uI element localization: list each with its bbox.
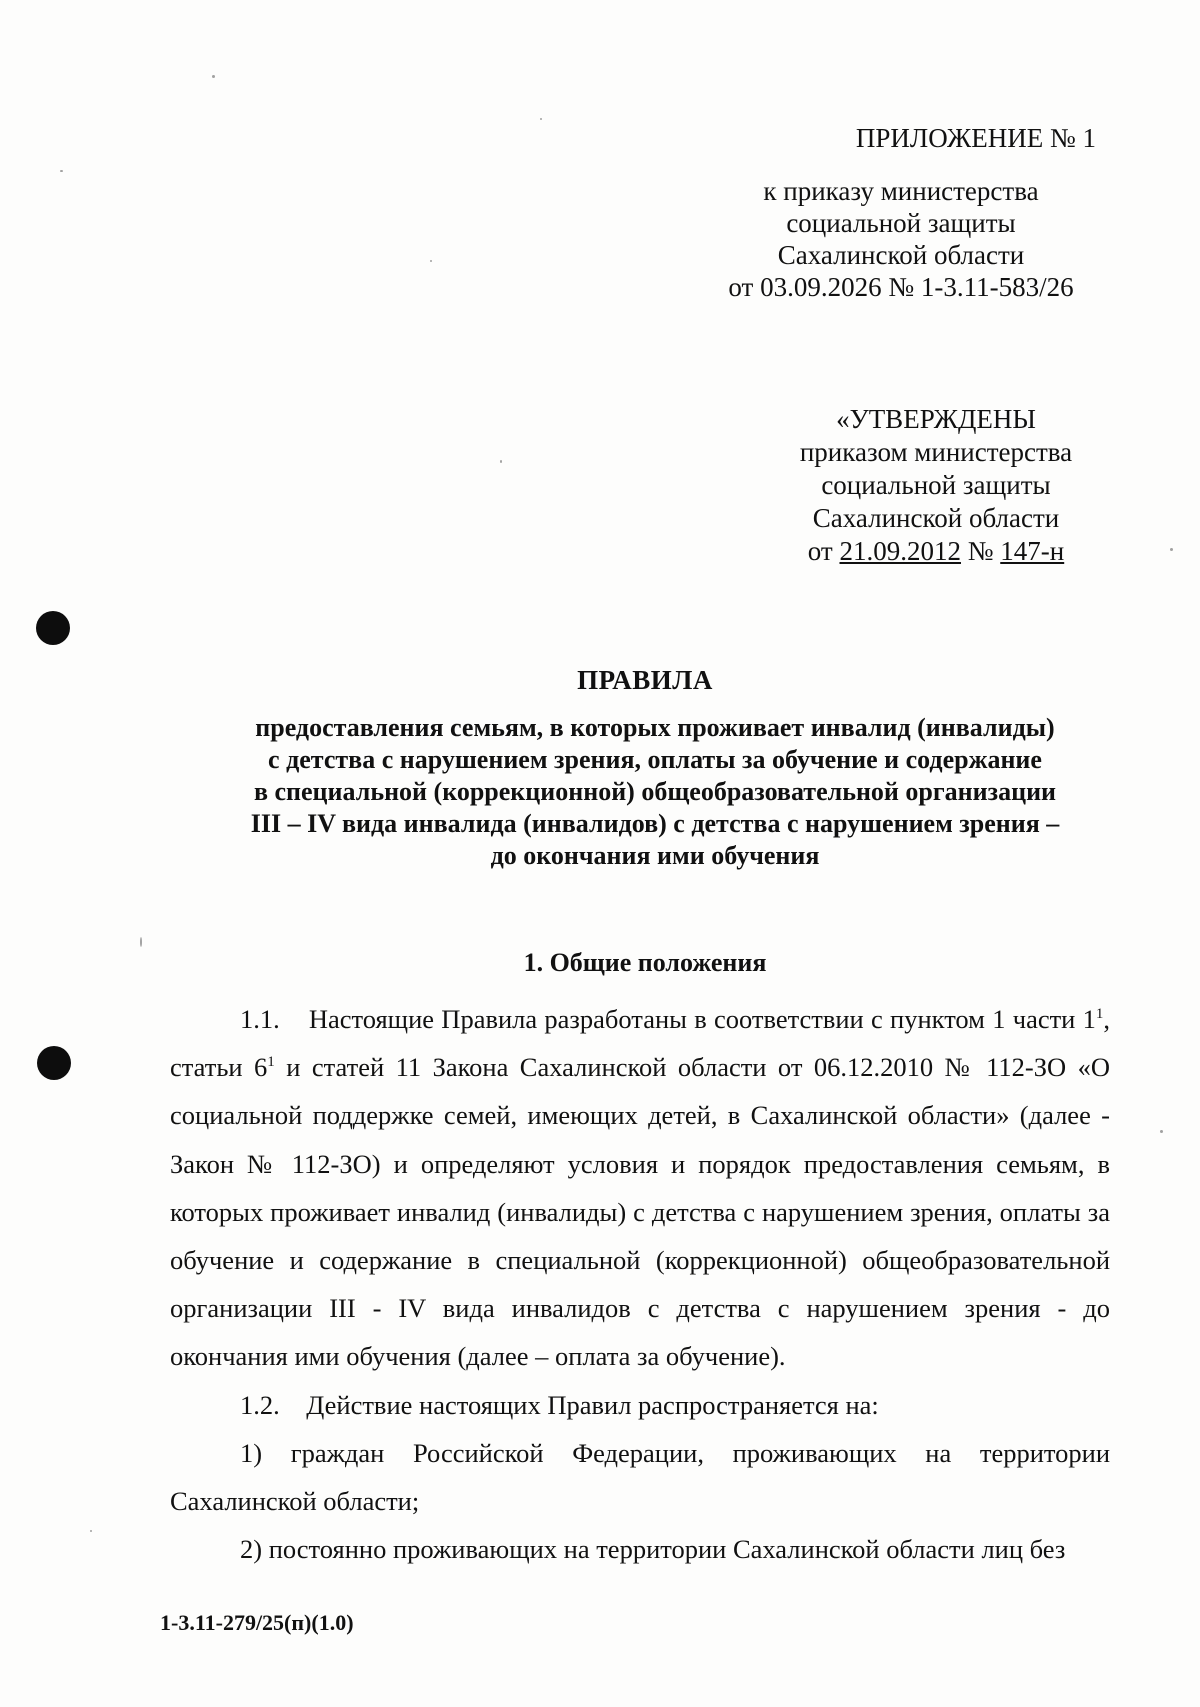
subtitle-line: в специальной (коррекционной) общеобразовательной организации (253, 777, 1057, 806)
superscript: 1 (267, 1054, 275, 1071)
scan-speck (60, 170, 63, 172)
approved-number: 147-н (1000, 536, 1065, 566)
appendix-line: Сахалинской области (777, 240, 1025, 270)
appendix-line: социальной защиты (786, 208, 1016, 238)
binder-hole-bottom (37, 1046, 71, 1080)
appendix-title: ПРИЛОЖЕНИЕ № 1 (855, 123, 1096, 153)
clause-text: , статьи 6 (170, 1004, 1111, 1083)
scan-speck (212, 75, 215, 78)
scan-speck (500, 460, 502, 463)
approved-prefix: от (807, 536, 840, 566)
approved-num-sign: № (960, 536, 1001, 566)
approved-line: «УТВЕРЖДЕНЫ (836, 404, 1036, 434)
subtitle-line: до окончания ими обучения (490, 841, 820, 870)
scan-speck (540, 118, 542, 120)
paragraph-1-2 (170, 1381, 1110, 1429)
appendix-line: к приказу министерства (763, 176, 1039, 206)
appendix-line: от 03.09.2026 № 1-3.11-583/26 (728, 272, 1074, 302)
section-body (170, 995, 1110, 1573)
list-item: 2) постоянно проживающих на территории Сахалинской области лиц без (240, 1534, 1066, 1565)
binder-hole-top (36, 611, 70, 645)
subtitle-line: III – IV вида инвалида (инвалидов) с детства с нарушением зрения – (250, 809, 1060, 838)
clause-text: и статей 11 Закона Сахалинской области от 06.12.2010 № 112-ЗО «О социальной поддержке семей, имеющих детей, в Сахалинской области» (далее - Закон № 112-ЗО) и определяют условия и порядок предоставления семьям, в которых проживает инвалид (инвалиды) с детства с нарушением зрения, оплаты за обучение и содержание в специальной (коррекционной) общеобразовательной организации III - IV вида инвалидов с детства с нарушением зрения - до окончания ими обучения (далее – оплата за обучение). (170, 1052, 1110, 1372)
subtitle-line: предоставления семьям, в которых проживает инвалид (инвалиды) (255, 713, 1055, 742)
section-heading: 1. Общие положения (523, 948, 767, 977)
document-code: 1-3.11-279/25(п)(1.0) (160, 1610, 354, 1635)
list-item: 1) граждан Российской Федерации, проживающих на территории Сахалинской области; (170, 1437, 1110, 1517)
document-subtitle (180, 712, 1130, 872)
approved-date-line (776, 535, 1096, 568)
clause-text: Настоящие Правила разработаны в соответствии с пунктом 1 части 1 (308, 1004, 1096, 1034)
clause-text: Действие настоящих Правил распространяется на: (306, 1389, 879, 1420)
scan-speck (90, 1530, 92, 1532)
approved-line: социальной защиты (821, 470, 1051, 500)
superscript: 1 (1095, 1006, 1104, 1023)
approved-line: приказом министерства (799, 437, 1073, 467)
document-title: ПРАВИЛА (577, 665, 713, 695)
approved-line: Сахалинской области (812, 503, 1060, 533)
clause-number: 1.2. (240, 1389, 280, 1420)
scan-speck (1160, 1130, 1163, 1133)
paragraph-1-1 (170, 995, 1110, 1381)
approved-block (776, 403, 1096, 568)
scan-speck (140, 937, 142, 947)
subtitle-line: с детства с нарушением зрения, оплаты за обучение и содержание (268, 745, 1042, 774)
scan-speck (1170, 548, 1173, 551)
scan-speck (430, 260, 432, 262)
appendix-reference (691, 175, 1111, 303)
approved-date: 21.09.2012 (839, 536, 961, 566)
clause-number: 1.1. (240, 1004, 280, 1034)
